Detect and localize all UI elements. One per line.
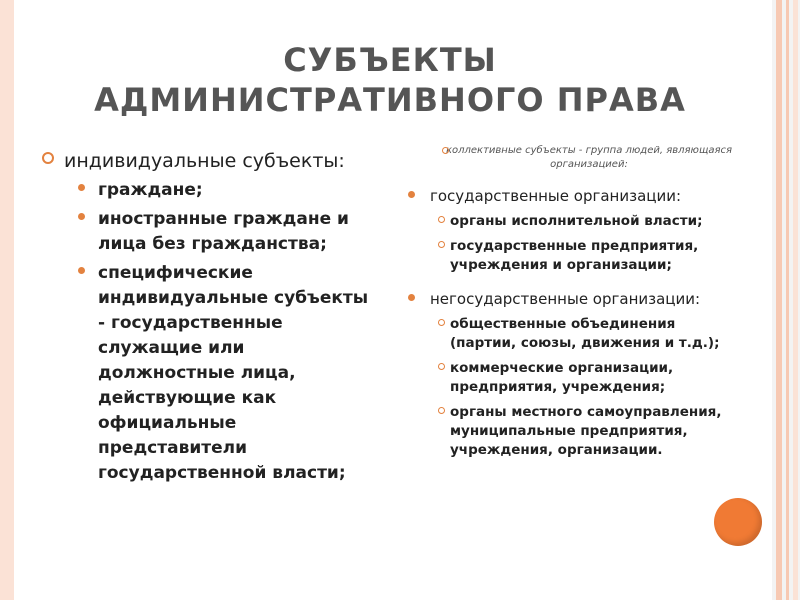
list-item: органы местного самоуправления, муниципальные предприятия, учреждения, организации.: [404, 403, 734, 460]
list-item: специфические индивидуальные субъекты - государственные служащие или должностные лица, действующие как официальные представители государственной власти;: [36, 261, 376, 486]
list-item: иностранные граждане и лица без гражданства;: [36, 207, 376, 257]
dot-bullet-icon: [78, 184, 85, 191]
dot-bullet-icon: [78, 213, 85, 220]
list-item: органы исполнительной власти;: [404, 212, 734, 231]
state-organizations-list: [404, 212, 734, 275]
list-item: общественные объединения (партии, союзы, движения и т.д.);: [404, 315, 734, 353]
right-decor-stripes: [772, 0, 800, 600]
individual-subjects-list: [36, 178, 376, 486]
orange-circle-decor: [714, 498, 762, 546]
list-item: коммерческие организации, предприятия, учреждения;: [404, 359, 734, 397]
ring-bullet-icon: [438, 319, 445, 326]
left-decor-stripe: [0, 0, 14, 600]
dot-bullet-icon: [78, 267, 85, 274]
list-item: граждане;: [36, 178, 376, 203]
title-line-1: СУБЪЕКТЫ: [283, 41, 497, 79]
ring-bullet-icon: [442, 147, 449, 154]
ring-bullet-icon: [438, 216, 445, 223]
individual-subjects-heading: индивидуальные субъекты:: [36, 148, 376, 174]
ring-bullet-icon: [438, 407, 445, 414]
collective-subjects-note: коллективные субъекты - группа людей, являющаяся организацией:: [404, 144, 734, 172]
nonstate-organizations-heading: негосударственные организации:: [404, 289, 734, 309]
right-column: [404, 144, 734, 460]
left-column: [36, 148, 376, 486]
slide-title: [40, 40, 740, 120]
title-line-2: АДМИНИСТРАТИВНОГО ПРАВА: [94, 81, 686, 119]
ring-bullet-icon: [438, 241, 445, 248]
state-organizations-heading: государственные организации:: [404, 186, 734, 206]
dot-bullet-icon: [408, 191, 415, 198]
ring-bullet-icon: [438, 363, 445, 370]
nonstate-organizations-list: [404, 315, 734, 460]
ring-bullet-icon: [42, 152, 54, 164]
dot-bullet-icon: [408, 294, 415, 301]
list-item: государственные предприятия, учреждения и организации;: [404, 237, 734, 275]
